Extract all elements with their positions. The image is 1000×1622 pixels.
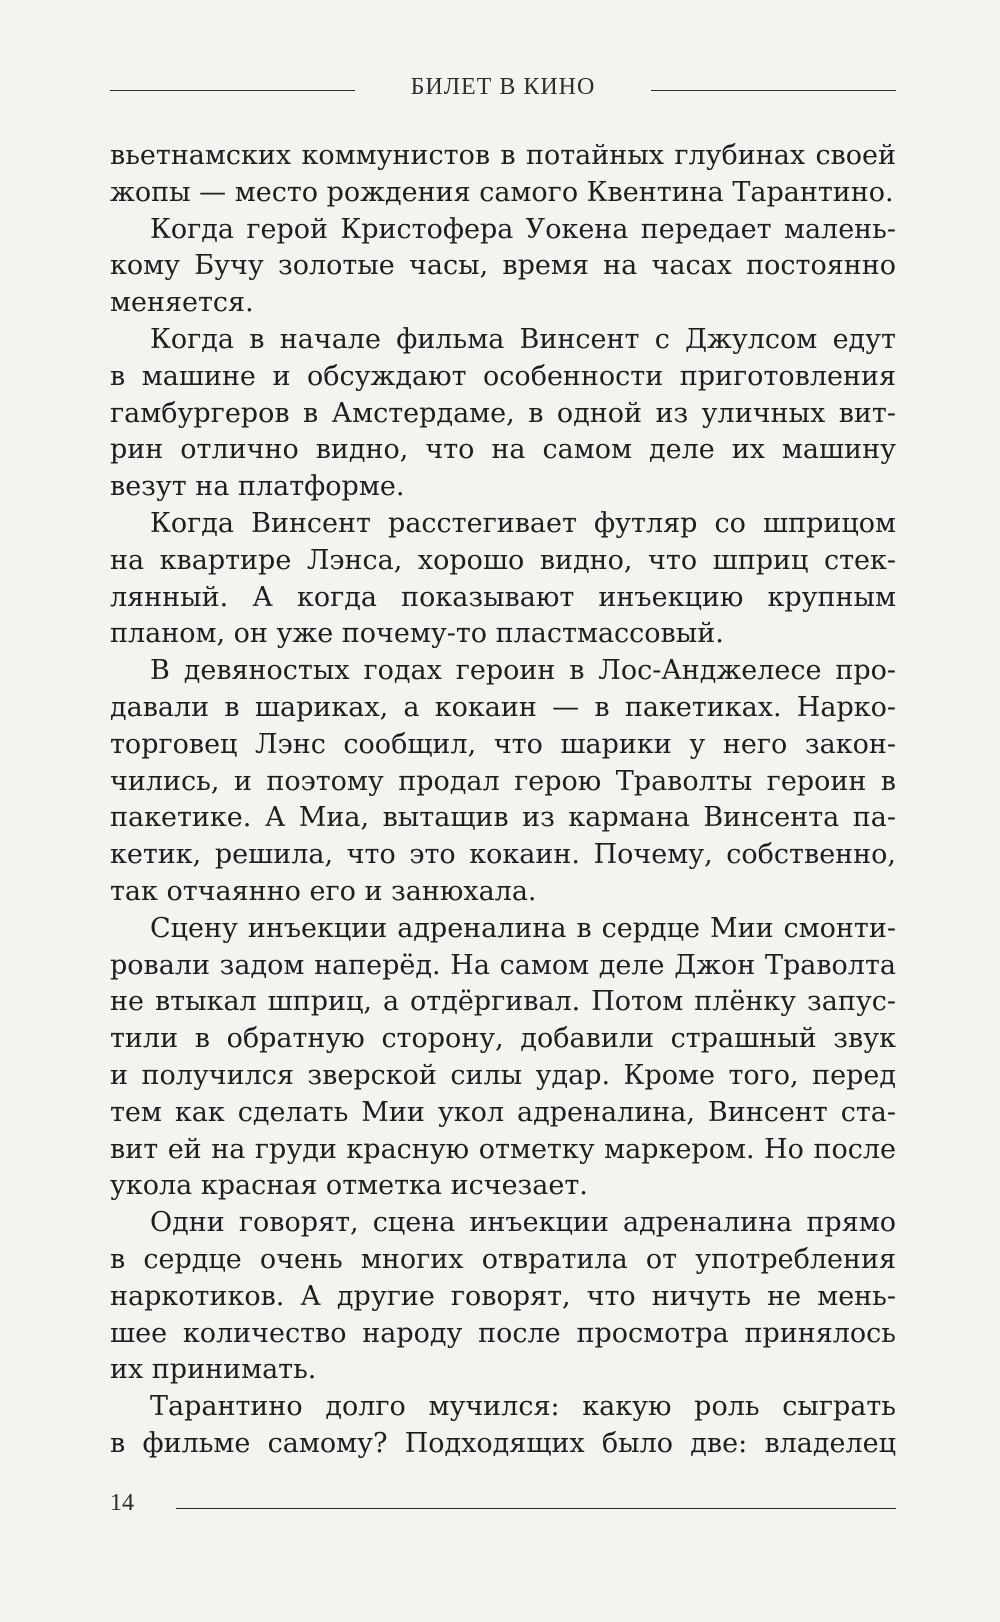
paragraph — [110, 506, 896, 653]
text-line: в сердце очень многих отвратила от употребления — [110, 1243, 896, 1275]
text-line: Когда герой Кристофера Уокена передает малень- — [150, 213, 896, 245]
text-line: на квартире Лэнса, хорошо видно, что шприц стек- — [110, 544, 896, 576]
paragraph — [110, 322, 896, 506]
paragraph — [110, 653, 896, 911]
text-line: Когда в начале фильма Винсент с Джулсом едут — [150, 323, 896, 355]
text-line: Одни говорят, сцена инъекции адреналина прямо — [150, 1207, 896, 1239]
text-line: ровали задом наперёд. На самом деле Джон Траволта — [110, 949, 896, 981]
text-line: кому Бучу золотые часы, время на часах постоянно — [110, 250, 896, 282]
text-line: укола красная отметка исчезает. — [110, 1170, 588, 1202]
paragraph — [110, 1389, 896, 1463]
running-header — [110, 70, 896, 110]
text-line: вит ей на груди красную отметку маркером. Но после — [110, 1133, 896, 1165]
text-line: и получился зверской силы удар. Кроме того, перед — [110, 1059, 896, 1091]
text-line: в машине и обсуждают особенности приготовления — [110, 360, 896, 392]
text-line: везут на платформе. — [110, 471, 405, 503]
text-line: их принимать. — [110, 1354, 317, 1386]
paragraph — [110, 911, 896, 1205]
footer-rule — [176, 1508, 896, 1509]
paragraph — [110, 1205, 896, 1389]
text-line: не втыкал шприц, а отдёргивал. Потом плёнку запус- — [110, 986, 896, 1018]
text-line: кетик, решила, что это кокаин. Почему, собственно, — [110, 839, 896, 871]
page-number: 14 — [110, 1490, 134, 1516]
text-line: гамбургеров в Амстердаме, в одной из уличных вит- — [110, 397, 896, 429]
text-line: давали в шариках, а кокаин — в пакетиках. Нарко- — [110, 691, 896, 723]
text-line: шее количество народу после просмотра принялось — [110, 1317, 896, 1349]
header-rule-right — [651, 90, 896, 91]
text-line: наркотиков. А другие говорят, что ничуть не мень- — [110, 1280, 896, 1312]
text-line: планом, он уже почему-то пластмассовый. — [110, 618, 724, 650]
text-line: Сцену инъекции адреналина в сердце Мии смонти- — [150, 912, 896, 944]
page-footer — [110, 1490, 896, 1530]
text-line: меняется. — [110, 287, 254, 319]
text-line: Когда Винсент расстегивает футляр со шприцом — [150, 507, 896, 539]
header-rule-left — [110, 90, 355, 91]
text-line: жопы — место рождения самого Квентина Тарантино. — [110, 176, 894, 208]
body-text — [110, 138, 896, 1463]
text-line: В девяностых годах героин в Лос-Анджелесе про- — [150, 655, 896, 687]
text-line: так отчаянно его и занюхала. — [110, 875, 537, 907]
text-line: торговец Лэнс сообщил, что шарики у него закон- — [110, 728, 896, 760]
text-line: Тарантино долго мучился: какую роль сыграть — [150, 1391, 896, 1423]
text-line: тем как сделать Мии укол адреналина, Винсент ста- — [110, 1096, 896, 1128]
text-line: в фильме самому? Подходящих было две: владелец — [110, 1427, 896, 1459]
text-line: рин отлично видно, что на самом деле их машину — [110, 434, 896, 466]
text-line: лянный. А когда показывают инъекцию крупным — [110, 581, 896, 613]
paragraph — [110, 138, 896, 212]
paragraph — [110, 212, 896, 322]
text-line: пакетике. А Миа, вытащив из кармана Винсента па- — [110, 802, 896, 834]
text-line: чились, и поэтому продал герою Траволты героин в — [110, 765, 896, 797]
running-title: БИЛЕТ В КИНО — [410, 74, 596, 100]
text-line: тили в обратную сторону, добавили страшный звук — [110, 1023, 896, 1055]
text-line: вьетнамских коммунистов в потайных глубинах своей — [110, 140, 896, 171]
